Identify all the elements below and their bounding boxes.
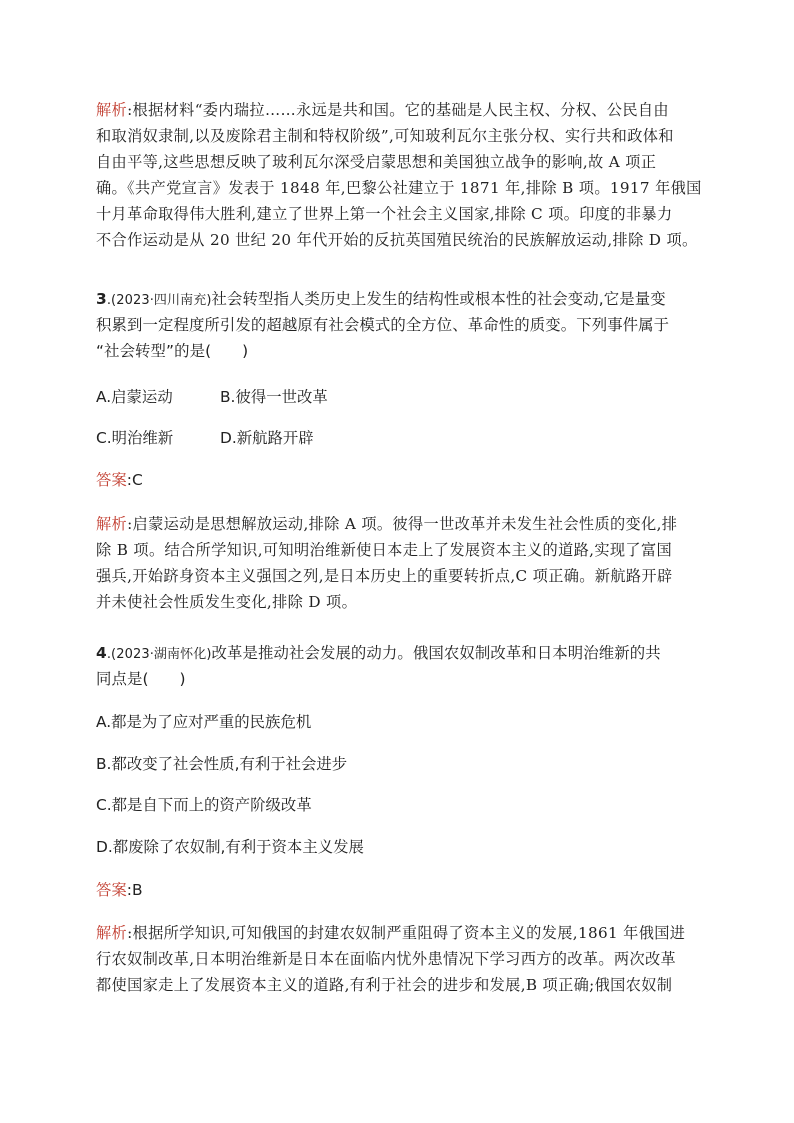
q4-analysis: [96, 920, 696, 998]
q3-option-a[interactable]: A.启蒙运动: [96, 388, 173, 406]
question-source: .(2023·湖南怀化): [106, 647, 212, 662]
q4-stem-line-1: 4.(2023·湖南怀化)改革是推动社会发展的动力。俄国农奴制改革和日本明治维新的共: [96, 644, 661, 662]
answer-label: 答案: [96, 881, 127, 899]
q3-answer-value: :C: [126, 471, 143, 489]
q3-options-row-2: [96, 425, 314, 451]
q3-stem-line-1: 3.(2023·四川南充)社会转型指人类历史上发生的结构性或根本性的社会变动,它是量变: [96, 290, 666, 308]
question-number: 3: [96, 290, 107, 308]
question-number: 4: [96, 644, 107, 662]
q3-analysis-line-2: 除 B 项。结合所学知识,可知明治维新使日本走上了发展资本主义的道路,实现了富国: [96, 541, 673, 559]
q2-analysis-line-6: 不合作运动是从 20 世纪 20 年代开始的反抗英国殖民统治的民族解放运动,排除 D 项。: [96, 231, 698, 249]
analysis-label: 解析: [96, 515, 128, 533]
q4-analysis-line-2: 行农奴制改革,日本明治维新是日本在面临内忧外患情况下学习西方的改革。两次改革: [96, 950, 677, 968]
q4-analysis-line-3: 都使国家走上了发展资本主义的道路,有利于社会的进步和发展,B 项正确;俄国农奴制: [96, 976, 673, 994]
q3-analysis-line-4: 并未使社会性质发生变化,排除 D 项。: [96, 593, 358, 611]
q4-stem-line-2: 同点是( ): [96, 670, 186, 688]
analysis-label: 解析: [96, 101, 128, 119]
q4-answer-value: :B: [126, 881, 143, 899]
q4-analysis-line-1: 解析:根据所学知识,可知俄国的封建农奴制严重阻碍了资本主义的发展,1861 年俄国进: [96, 924, 686, 942]
q3-stem: [96, 286, 696, 364]
q4-option-c[interactable]: C.都是自下而上的资产阶级改革: [96, 796, 312, 814]
question-source: .(2023·四川南充): [106, 293, 212, 308]
q4-option-b[interactable]: B.都改变了社会性质,有利于社会进步: [96, 755, 348, 773]
q3-analysis-line-3: 强兵,开始跻身资本主义强国之列,是日本历史上的重要转折点,C 项正确。新航路开辟: [96, 567, 673, 585]
q2-analysis-line-4: 确。《共产党宣言》发表于 1848 年,巴黎公社建立于 1871 年,排除 B 项。1917 年俄国: [96, 179, 702, 197]
q3-option-b[interactable]: B.彼得一世改革: [220, 388, 328, 406]
q3-analysis: [96, 511, 696, 615]
q2-analysis-line-5: 十月革命取得伟大胜利,建立了世界上第一个社会主义国家,排除 C 项。印度的非暴力: [96, 205, 673, 223]
q2-analysis-line-2: 和取消奴隶制,以及废除君主制和特权阶级”,可知玻利瓦尔主张分权、实行共和政体和: [96, 127, 674, 145]
q4-answer: [96, 877, 143, 903]
q4-option-d[interactable]: D.都废除了农奴制,有利于资本主义发展: [96, 838, 364, 856]
answer-label: 答案: [96, 471, 127, 489]
q3-answer: [96, 467, 143, 493]
q3-options-row-1: [96, 384, 328, 410]
q2-analysis-line-3: 自由平等,这些思想反映了玻利瓦尔深受启蒙思想和美国独立战争的影响,故 A 项正: [96, 153, 657, 171]
q3-stem-line-3: “社会转型”的是( ): [96, 342, 249, 360]
q4-option-a[interactable]: A.都是为了应对严重的民族危机: [96, 713, 312, 731]
analysis-label: 解析: [96, 924, 128, 942]
q4-stem: [96, 640, 696, 692]
q3-option-d[interactable]: D.新航路开辟: [220, 429, 314, 447]
q3-analysis-line-1: 解析:启蒙运动是思想解放运动,排除 A 项。彼得一世改革并未发生社会性质的变化,排: [96, 515, 678, 533]
q3-option-c[interactable]: C.明治维新: [96, 429, 174, 447]
q2-analysis-line-1: 解析:根据材料“委内瑞拉……永远是共和国。它的基础是人民主权、分权、公民自由: [96, 101, 669, 119]
q3-stem-line-2: 积累到一定程度所引发的超越原有社会模式的全方位、革命性的质变。下列事件属于: [96, 316, 670, 334]
q2-analysis: [96, 97, 702, 253]
